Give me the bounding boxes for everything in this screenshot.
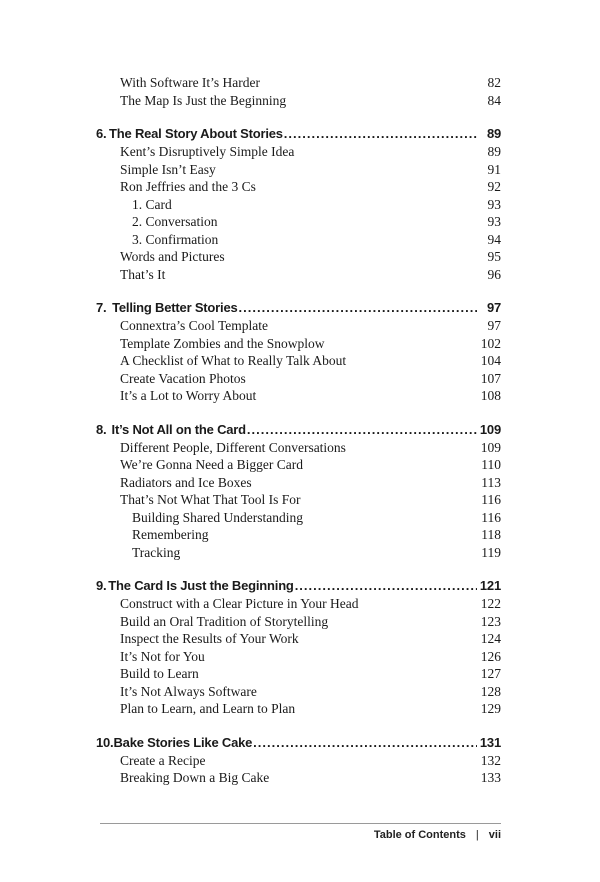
toc-entry-page: 119 bbox=[481, 544, 501, 560]
toc-entry[interactable] bbox=[96, 370, 501, 388]
chapter-number: 7. bbox=[96, 300, 107, 315]
toc-entry-title: Radiators and Ice Boxes bbox=[120, 474, 252, 490]
toc-entry-page: 127 bbox=[480, 666, 501, 681]
toc-entry-title: Create Vacation Photos bbox=[120, 370, 246, 386]
toc-entry-page: 92 bbox=[487, 179, 501, 194]
toc-entry[interactable] bbox=[96, 352, 501, 370]
toc-entry-page: 123 bbox=[480, 613, 501, 629]
toc-entry[interactable] bbox=[96, 648, 501, 666]
toc-entry[interactable] bbox=[96, 456, 501, 474]
toc-entry[interactable] bbox=[96, 92, 501, 110]
toc-entry-page: 96 bbox=[487, 266, 501, 282]
toc-entry-title: Different People, Different Conversations bbox=[120, 439, 346, 455]
toc-entry-page: 109 bbox=[480, 439, 501, 455]
toc-entry-title: Remembering bbox=[132, 527, 209, 542]
toc-entry-page: 122 bbox=[480, 596, 501, 611]
toc-entry[interactable] bbox=[96, 178, 501, 196]
dot-leader bbox=[294, 577, 477, 595]
toc-entry-page: 118 bbox=[481, 527, 501, 542]
toc-entry-title: That’s Not What That Tool Is For bbox=[120, 492, 301, 507]
toc-entry[interactable] bbox=[96, 266, 501, 284]
chapter-heading[interactable] bbox=[96, 299, 501, 317]
toc-entry-title: Template Zombies and the Snowplow bbox=[120, 335, 325, 351]
chapter-number: 8. bbox=[96, 421, 107, 437]
toc-entry-title: That’s It bbox=[120, 266, 166, 282]
toc-entry[interactable] bbox=[96, 231, 501, 249]
dot-leader bbox=[246, 421, 477, 439]
toc-entry-page: 104 bbox=[480, 353, 501, 368]
toc-entry-page: 116 bbox=[481, 492, 501, 507]
toc-entry-page: 107 bbox=[480, 370, 501, 386]
chapter-section bbox=[96, 577, 501, 718]
chapter-section bbox=[96, 125, 501, 283]
toc-entry[interactable] bbox=[96, 74, 501, 92]
toc-entry-page: 89 bbox=[487, 144, 501, 159]
toc-entry[interactable] bbox=[96, 752, 501, 770]
toc-entry-page: 91 bbox=[487, 161, 501, 177]
toc-entry-page: 97 bbox=[487, 318, 501, 333]
toc-entry-title: 2. Conversation bbox=[132, 214, 218, 229]
toc-entry-title: We’re Gonna Need a Bigger Card bbox=[120, 457, 303, 472]
toc-entry-page: 93 bbox=[487, 214, 501, 229]
toc-entry[interactable] bbox=[96, 509, 501, 527]
toc-entry[interactable] bbox=[96, 335, 501, 353]
chapter-number: 9. bbox=[96, 578, 107, 593]
toc-entry-title: Inspect the Results of Your Work bbox=[120, 631, 299, 646]
toc-entry[interactable] bbox=[96, 769, 501, 787]
toc-entry-page: 116 bbox=[481, 509, 501, 525]
chapter-page: 121 bbox=[479, 578, 501, 593]
toc-entry[interactable] bbox=[96, 544, 501, 562]
toc-entry-page: 84 bbox=[487, 92, 501, 108]
chapter-section bbox=[96, 299, 501, 405]
toc-entry-title: It’s Not Always Software bbox=[120, 683, 257, 699]
toc-entry[interactable] bbox=[96, 161, 501, 179]
intro-entries bbox=[96, 74, 501, 109]
toc-entry[interactable] bbox=[96, 683, 501, 701]
toc-entry[interactable] bbox=[96, 317, 501, 335]
toc-entry-title: Words and Pictures bbox=[120, 249, 225, 264]
footer-rule bbox=[100, 823, 501, 824]
toc-entry[interactable] bbox=[96, 595, 501, 613]
chapter-page: 97 bbox=[486, 300, 501, 315]
toc-entry[interactable] bbox=[96, 196, 501, 214]
toc-entry-title: It’s Not for You bbox=[120, 648, 205, 664]
chapter-number: 6. bbox=[96, 126, 107, 141]
toc-entry-page: 82 bbox=[487, 75, 501, 90]
toc-entry-page: 133 bbox=[480, 770, 501, 785]
chapter-title: Telling Better Stories bbox=[112, 300, 238, 315]
footer-separator: | bbox=[475, 829, 479, 841]
toc-entry[interactable] bbox=[96, 613, 501, 631]
chapter-title: The Card Is Just the Beginning bbox=[108, 578, 294, 593]
toc-entry[interactable] bbox=[96, 387, 501, 405]
toc-entry[interactable] bbox=[96, 700, 501, 718]
table-of-contents bbox=[96, 74, 501, 787]
toc-entry-page: 94 bbox=[487, 231, 501, 247]
toc-entry[interactable] bbox=[96, 439, 501, 457]
chapter-heading[interactable] bbox=[96, 125, 501, 143]
chapter-section bbox=[96, 421, 501, 562]
toc-entry[interactable] bbox=[96, 665, 501, 683]
toc-entry[interactable] bbox=[96, 213, 501, 231]
toc-entry[interactable] bbox=[96, 143, 501, 161]
toc-entry-title: Build an Oral Tradition of Storytelling bbox=[120, 613, 329, 629]
toc-entry[interactable] bbox=[96, 526, 501, 544]
chapter-section bbox=[96, 734, 501, 787]
toc-entry-page: 124 bbox=[480, 631, 501, 646]
toc-entry-title: Simple Isn’t Easy bbox=[120, 161, 216, 177]
chapter-title: The Real Story About Stories bbox=[109, 126, 283, 141]
toc-entry-title: Plan to Learn, and Learn to Plan bbox=[120, 701, 296, 716]
toc-entry-title: Breaking Down a Big Cake bbox=[120, 770, 270, 785]
chapter-page: 89 bbox=[486, 126, 501, 141]
toc-entry-title: The Map Is Just the Beginning bbox=[120, 92, 287, 108]
footer-label: Table of Contents bbox=[373, 829, 466, 841]
toc-entry-title: A Checklist of What to Really Talk About bbox=[120, 353, 347, 368]
chapter-title: It’s Not All on the Card bbox=[111, 421, 246, 437]
toc-entry[interactable] bbox=[96, 630, 501, 648]
toc-entry-title: It’s a Lot to Worry About bbox=[120, 388, 257, 403]
page-footer bbox=[374, 829, 501, 841]
chapter-page: 131 bbox=[479, 734, 501, 750]
dot-leader bbox=[283, 125, 477, 143]
chapter-list bbox=[96, 125, 501, 787]
toc-entry-page: 102 bbox=[480, 335, 501, 351]
toc-entry-page: 128 bbox=[480, 683, 501, 699]
toc-entry-title: Create a Recipe bbox=[120, 752, 206, 768]
dot-leader bbox=[252, 734, 477, 752]
toc-entry-title: Connextra’s Cool Template bbox=[120, 318, 269, 333]
toc-entry-title: With Software It’s Harder bbox=[120, 75, 261, 90]
toc-entry-title: Construct with a Clear Picture in Your Head bbox=[120, 596, 359, 611]
toc-entry-page: 132 bbox=[480, 752, 501, 768]
footer-page-number: vii bbox=[488, 829, 501, 841]
toc-entry[interactable] bbox=[96, 248, 501, 266]
toc-entry-title: Tracking bbox=[132, 544, 181, 560]
toc-entry-title: Build to Learn bbox=[120, 666, 199, 681]
toc-entry-page: 129 bbox=[480, 701, 501, 716]
toc-entry-title: 3. Confirmation bbox=[132, 231, 219, 247]
chapter-heading[interactable] bbox=[96, 734, 501, 752]
toc-entry-page: 110 bbox=[481, 457, 501, 472]
toc-entry[interactable] bbox=[96, 474, 501, 492]
toc-entry-title: Building Shared Understanding bbox=[132, 509, 303, 525]
chapter-heading[interactable] bbox=[96, 577, 501, 595]
chapter-page: 109 bbox=[479, 421, 501, 437]
toc-entry-title: Kent’s Disruptively Simple Idea bbox=[120, 144, 295, 159]
toc-entry[interactable] bbox=[96, 491, 501, 509]
chapter-title: Bake Stories Like Cake bbox=[113, 734, 253, 750]
chapter-number: 10. bbox=[96, 734, 114, 750]
toc-entry-page: 93 bbox=[487, 196, 501, 212]
toc-entry-title: Ron Jeffries and the 3 Cs bbox=[120, 179, 256, 194]
dot-leader bbox=[238, 299, 477, 317]
toc-entry-page: 126 bbox=[480, 648, 501, 664]
toc-entry-title: 1. Card bbox=[132, 196, 172, 212]
chapter-heading[interactable] bbox=[96, 421, 501, 439]
toc-entry-page: 95 bbox=[487, 249, 501, 264]
toc-entry-page: 113 bbox=[481, 474, 501, 490]
toc-entry-page: 108 bbox=[480, 388, 501, 403]
